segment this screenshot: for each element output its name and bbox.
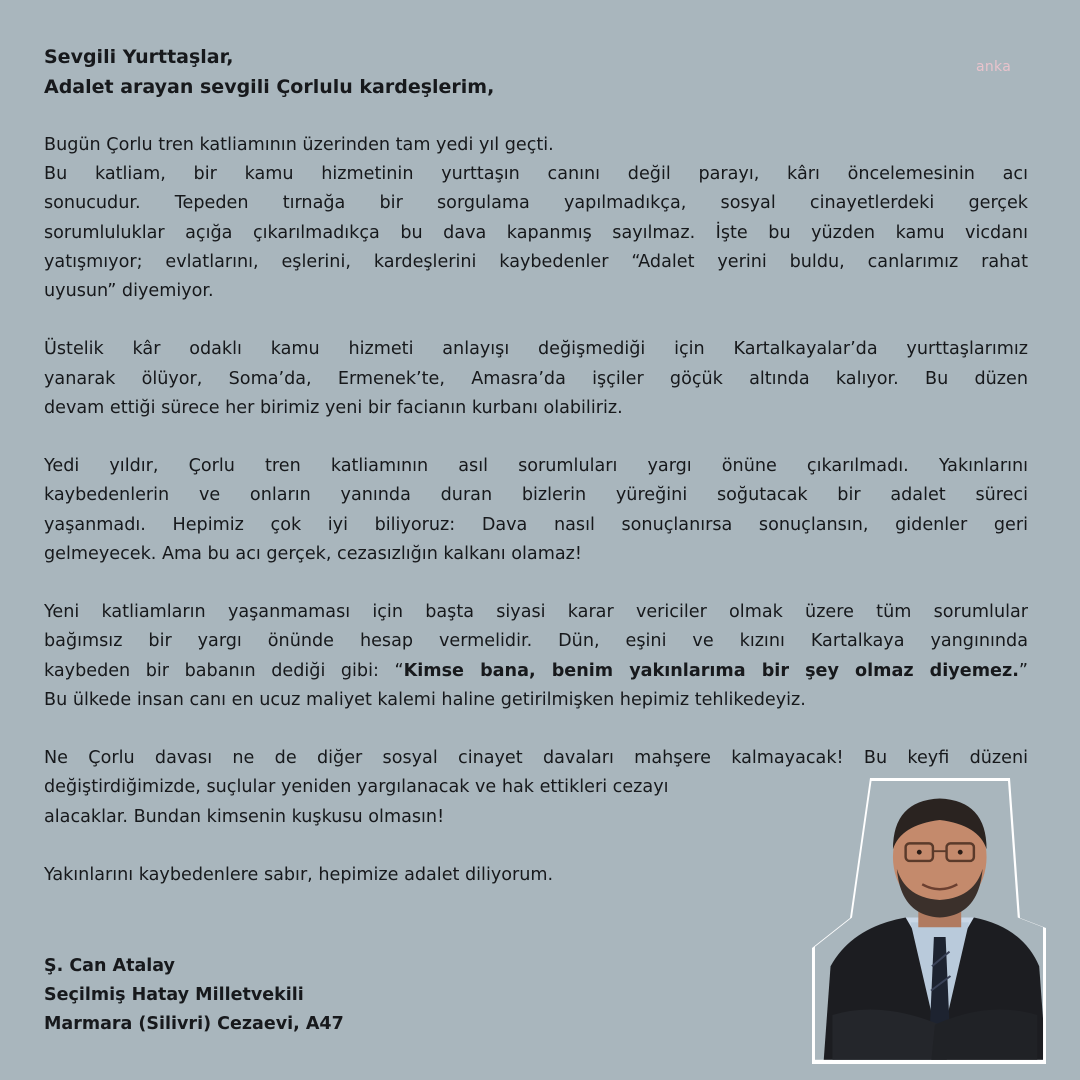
text-line: bağımsız bir yargı önünde hesap vermelidir. Dün, eşini ve kızını Kartalkaya yangınında xyxy=(44,631,1028,652)
text-line: Yakınlarını kaybedenlere sabır, hepimize adalet diliyorum. xyxy=(44,865,554,885)
text-line: Üstelik kâr odaklı kamu hizmeti anlayışı değişmediği için Kartalkayalar’da yurttaşlarımız xyxy=(44,339,1028,360)
text-line: yanarak ölüyor, Soma’da, Ermenek’te, Amasra’da işçiler göçük altında kalıyor. Bu düzen xyxy=(44,368,1028,389)
text-line: yaşanmadı. Hepimiz çok iyi biliyoruz: Dava nasıl sonuçlanırsa sonuçlansın, gidenler geri xyxy=(44,514,1028,535)
greeting-line-2: Adalet arayan sevgili Çorlulu kardeşlerim, xyxy=(44,76,495,98)
text-line: sonucudur. Tepeden tırnağa bir sorgulama yapılmadıkça, sosyal cinayetlerdeki gerçek xyxy=(44,193,1028,214)
signature-title: Seçilmiş Hatay Milletvekili xyxy=(44,985,304,1005)
emphasized-quote: Kimse bana, benim yakınlarıma bir şey olmaz diyemez. xyxy=(403,660,1019,681)
text-line: kaybedenlerin ve onların yanında duran bizlerin yüreğini soğutacak bir adalet süreci xyxy=(44,485,1028,506)
greeting-line-1: Sevgili Yurttaşlar, xyxy=(44,46,234,68)
signature-block xyxy=(44,952,344,1039)
text-line: Yedi yıldır, Çorlu tren katliamının asıl sorumluları yargı önüne çıkarılmadı. Yakınlarını xyxy=(44,456,1028,477)
watermark-logo: anka xyxy=(976,59,1012,75)
paragraph-2 xyxy=(44,335,1028,423)
text-line: Bu ülkede insan canı en ucuz maliyet kalemi haline getirilmişken hepimiz tehlikedeyiz. xyxy=(44,689,806,710)
text-line: değiştirdiğimizde, suçlular yeniden yargılanacak ve hak ettikleri cezayı xyxy=(44,777,669,798)
text-line: Yeni katliamların yaşanmaması için başta siyasi karar vericiler olmak üzere tüm sorumlular xyxy=(44,602,1028,623)
text-line: Bugün Çorlu tren katliamının üzerinden tam yedi yıl geçti. xyxy=(44,135,554,155)
paragraph-3 xyxy=(44,452,1028,569)
quote-open: kaybeden bir babanın dediği gibi: “ xyxy=(44,660,404,681)
paragraph-4 xyxy=(44,598,1028,715)
text-line xyxy=(44,657,1028,686)
text-line: sorumluluklar açığa çıkarılmadıkça bu dava kapanmış sayılmaz. İşte bu yüzden kamu vicdanı xyxy=(44,222,1028,243)
text-line: yatışmıyor; evlatlarını, eşlerini, kardeşlerini kaybedenler “Adalet yerini buldu, canlarımız rahat xyxy=(44,251,1028,272)
text-line: Bu katliam, bir kamu hizmetinin yurttaşın canını değil parayı, kârı öncelemesinin acı xyxy=(44,164,1028,185)
greeting xyxy=(44,42,1004,102)
signature-location: Marmara (Silivri) Cezaevi, A47 xyxy=(44,1014,344,1034)
paragraph-1 xyxy=(44,131,1028,306)
text-line: devam ettiği sürece her birimiz yeni bir facianın kurbanı olabiliriz. xyxy=(44,397,623,418)
text-line: uyusun” diyemiyor. xyxy=(44,281,214,302)
signature-name: Ş. Can Atalay xyxy=(44,956,175,976)
text-line: Ne Çorlu davası ne de diğer sosyal cinayet davaları mahşere kalmayacak! Bu keyfi düzeni xyxy=(44,748,1028,769)
quote-close: ” xyxy=(1018,660,1029,681)
text-line: alacaklar. Bundan kimsenin kuşkusu olmasın! xyxy=(44,806,445,827)
portrait-photo xyxy=(810,778,1048,1066)
text-line: gelmeyecek. Ama bu acı gerçek, cezasızlığın kalkanı olamaz! xyxy=(44,543,582,564)
